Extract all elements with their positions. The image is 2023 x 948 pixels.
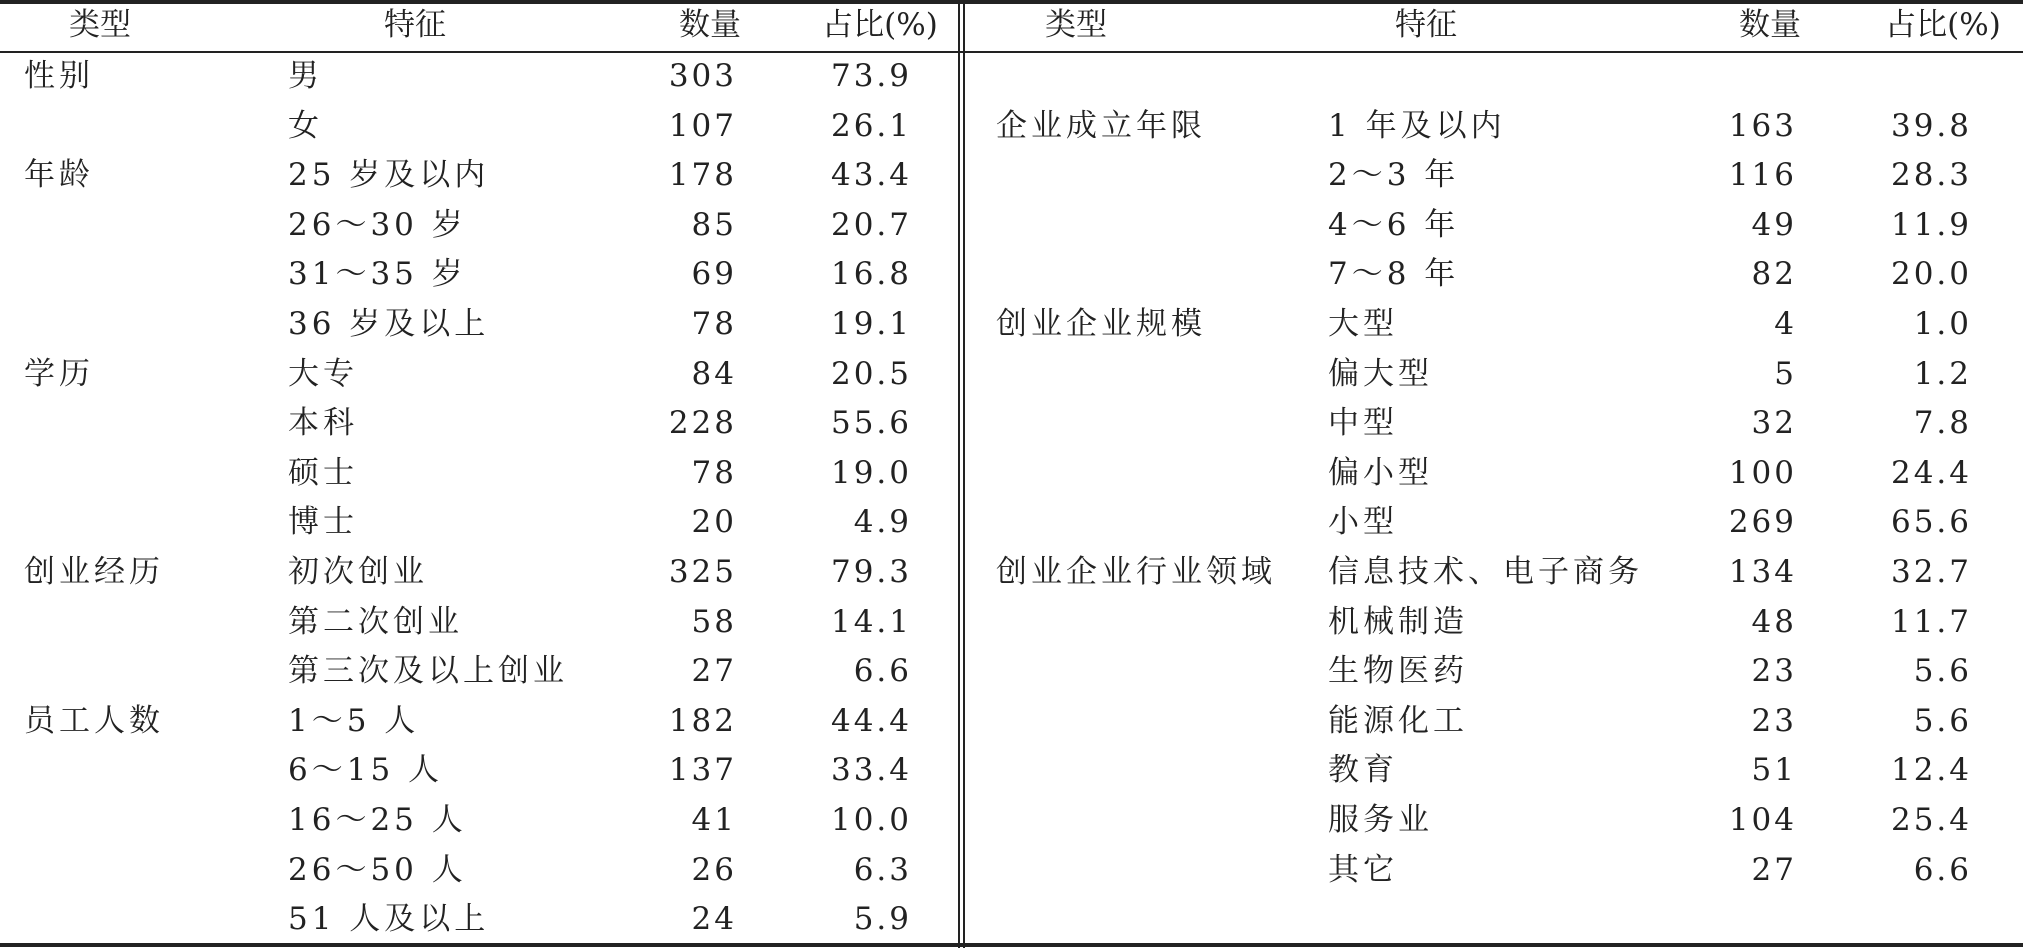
left-cell-type — [24, 200, 224, 250]
left-cell-type — [24, 101, 224, 151]
left-header-feature: 特征 — [384, 7, 446, 43]
right-cell-feature: 1 年及以内 — [1328, 107, 1506, 144]
right-cell-count: 27 — [1751, 851, 1797, 888]
right-cell-count: 51 — [1751, 752, 1797, 789]
left-cell-feature: 博士 — [288, 504, 358, 541]
center-divider-left — [958, 0, 960, 948]
left-cell-percent: 19.1 — [830, 306, 912, 342]
right-cell-type — [996, 200, 1326, 250]
right-cell-percent: 65.6 — [1890, 504, 1972, 541]
left-cell-feature: 第三次及以上创业 — [288, 653, 568, 690]
right-cell-percent: 1.2 — [1913, 355, 1972, 392]
right-cell-percent: 1.0 — [1913, 306, 1972, 342]
right-header-feature: 特征 — [1395, 7, 1457, 43]
left-cell-percent: 20.5 — [830, 355, 912, 392]
right-cell-percent: 20.0 — [1890, 256, 1972, 293]
right-header-type: 类型 — [1045, 7, 1107, 43]
left-cell-percent: 14.1 — [830, 603, 912, 640]
right-cell-count: 116 — [1728, 157, 1797, 194]
left-cell-type: 学历 — [24, 355, 94, 392]
right-cell-type — [996, 646, 1326, 696]
right-cell-percent: 12.4 — [1890, 752, 1972, 789]
left-cell-feature: 女 — [288, 107, 323, 144]
right-cell-type — [996, 745, 1326, 795]
left-cell-count: 178 — [668, 157, 737, 194]
left-cell-count: 78 — [691, 306, 737, 342]
right-cell-percent: 6.6 — [1913, 851, 1972, 888]
left-cell-count: 41 — [691, 802, 737, 838]
right-cell-count: 48 — [1751, 603, 1797, 640]
right-header-percent: 占比(%) — [1885, 7, 2001, 43]
left-header-count: 数量 — [679, 7, 741, 43]
right-cell-type: 创业企业规模 — [996, 306, 1206, 342]
left-cell-type — [24, 845, 224, 895]
left-cell-type — [24, 398, 224, 448]
right-cell-feature: 2～3 年 — [1328, 157, 1460, 194]
right-cell-type — [996, 696, 1326, 746]
left-cell-count: 84 — [691, 355, 737, 392]
right-cell-feature: 大型 — [1328, 306, 1398, 342]
left-cell-feature: 16～25 人 — [288, 802, 467, 838]
left-cell-percent: 6.3 — [853, 851, 912, 888]
right-cell-count: 134 — [1728, 554, 1797, 590]
left-cell-feature: 本科 — [288, 405, 358, 442]
right-cell-count: 49 — [1751, 206, 1797, 243]
right-cell-feature: 服务业 — [1328, 802, 1433, 838]
left-cell-count: 85 — [691, 206, 737, 243]
left-cell-feature: 男 — [288, 58, 323, 94]
left-cell-percent: 19.0 — [830, 454, 912, 491]
right-cell-feature: 教育 — [1328, 752, 1398, 789]
left-cell-type: 年龄 — [24, 157, 94, 194]
left-cell-type — [24, 299, 224, 349]
right-cell-percent: 25.4 — [1890, 802, 1972, 838]
left-header-type: 类型 — [69, 7, 131, 43]
right-cell-percent: 11.9 — [1890, 206, 1972, 243]
right-cell-feature — [1328, 51, 1708, 101]
right-cell-type: 企业成立年限 — [996, 107, 1206, 144]
left-cell-feature: 6～15 人 — [288, 752, 444, 789]
left-cell-percent: 79.3 — [830, 554, 912, 590]
left-cell-feature: 51 人及以上 — [288, 901, 490, 938]
right-cell-percent: 28.3 — [1890, 157, 1972, 194]
left-header-percent: 占比(%) — [822, 7, 938, 43]
left-cell-count: 182 — [668, 702, 737, 739]
right-cell-type — [996, 845, 1326, 895]
right-cell-percent: 5.6 — [1913, 702, 1972, 739]
right-cell-percent: 5.6 — [1913, 653, 1972, 690]
right-cell-count: 23 — [1751, 702, 1797, 739]
left-cell-type — [24, 894, 224, 944]
left-cell-type — [24, 597, 224, 647]
left-cell-feature: 大专 — [288, 355, 358, 392]
right-cell-feature: 7～8 年 — [1328, 256, 1460, 293]
right-cell-feature: 生物医药 — [1328, 653, 1468, 690]
left-cell-type — [24, 497, 224, 547]
left-cell-percent: 20.7 — [830, 206, 912, 243]
left-cell-type: 员工人数 — [24, 702, 164, 739]
left-cell-percent: 10.0 — [830, 802, 912, 838]
right-cell-count — [1680, 51, 1797, 101]
left-cell-percent: 5.9 — [853, 901, 912, 938]
right-cell-percent: 32.7 — [1890, 554, 1972, 590]
left-cell-feature: 25 岁及以内 — [288, 157, 490, 194]
left-cell-percent: 44.4 — [830, 702, 912, 739]
right-cell-feature: 其它 — [1328, 851, 1398, 888]
right-cell-feature: 能源化工 — [1328, 702, 1468, 739]
right-cell-count: 32 — [1751, 405, 1797, 442]
center-divider-right — [963, 0, 965, 948]
left-cell-type — [24, 448, 224, 498]
right-cell-feature: 中型 — [1328, 405, 1398, 442]
right-cell-percent: 24.4 — [1890, 454, 1972, 491]
left-cell-feature: 硕士 — [288, 454, 358, 491]
right-cell-count: 5 — [1774, 355, 1797, 392]
right-cell-count: 269 — [1728, 504, 1797, 541]
left-cell-count: 137 — [668, 752, 737, 789]
right-cell-type — [996, 249, 1326, 299]
right-cell-count: 4 — [1774, 306, 1797, 342]
left-cell-count: 58 — [691, 603, 737, 640]
left-cell-type: 性别 — [24, 58, 94, 94]
left-cell-count: 27 — [691, 653, 737, 690]
right-cell-type — [996, 150, 1326, 200]
left-cell-feature: 36 岁及以上 — [288, 306, 490, 342]
left-cell-percent: 6.6 — [853, 653, 912, 690]
left-cell-feature: 26～30 岁 — [288, 206, 467, 243]
left-cell-count: 303 — [668, 58, 737, 94]
right-cell-type — [996, 448, 1326, 498]
left-cell-count: 78 — [691, 454, 737, 491]
right-cell-type — [996, 398, 1326, 448]
left-cell-type — [24, 249, 224, 299]
right-cell-count: 82 — [1751, 256, 1797, 293]
right-cell-count: 23 — [1751, 653, 1797, 690]
left-cell-percent: 16.8 — [830, 256, 912, 293]
right-cell-percent: 11.7 — [1890, 603, 1972, 640]
left-cell-feature: 26～50 人 — [288, 851, 467, 888]
right-cell-feature: 小型 — [1328, 504, 1398, 541]
left-cell-count: 325 — [668, 554, 737, 590]
right-cell-type — [996, 795, 1326, 845]
right-cell-type: 创业企业行业领域 — [996, 554, 1276, 590]
left-cell-percent: 73.9 — [830, 58, 912, 94]
right-cell-count: 104 — [1728, 802, 1797, 838]
right-cell-type — [996, 497, 1326, 547]
right-cell-percent: 39.8 — [1890, 107, 1972, 144]
right-cell-type — [996, 349, 1326, 399]
left-cell-type — [24, 646, 224, 696]
left-cell-percent: 33.4 — [830, 752, 912, 789]
left-cell-count: 26 — [691, 851, 737, 888]
left-cell-count: 107 — [668, 107, 737, 144]
left-cell-type — [24, 795, 224, 845]
left-cell-count: 20 — [691, 504, 737, 541]
right-cell-feature: 信息技术、电子商务 — [1328, 554, 1643, 590]
left-cell-percent: 43.4 — [830, 157, 912, 194]
left-cell-percent: 26.1 — [830, 107, 912, 144]
right-cell-type — [996, 597, 1326, 647]
left-cell-percent: 4.9 — [853, 504, 912, 541]
right-cell-count: 100 — [1728, 454, 1797, 491]
left-cell-feature: 初次创业 — [288, 554, 428, 590]
right-header-count: 数量 — [1739, 7, 1801, 43]
left-cell-feature: 1～5 人 — [288, 702, 420, 739]
left-cell-count: 24 — [691, 901, 737, 938]
left-cell-type — [24, 745, 224, 795]
right-cell-feature: 机械制造 — [1328, 603, 1468, 640]
left-cell-percent: 55.6 — [830, 405, 912, 442]
right-cell-percent: 7.8 — [1913, 405, 1972, 442]
right-cell-count: 163 — [1728, 107, 1797, 144]
left-cell-count: 69 — [691, 256, 737, 293]
left-cell-count: 228 — [668, 405, 737, 442]
right-cell-feature: 偏大型 — [1328, 355, 1433, 392]
left-cell-type: 创业经历 — [24, 554, 164, 590]
right-cell-percent — [1820, 51, 1972, 101]
left-cell-feature: 第二次创业 — [288, 603, 463, 640]
left-cell-feature: 31～35 岁 — [288, 256, 467, 293]
right-cell-type — [996, 51, 1326, 101]
right-cell-feature: 偏小型 — [1328, 454, 1433, 491]
right-cell-feature: 4～6 年 — [1328, 206, 1460, 243]
